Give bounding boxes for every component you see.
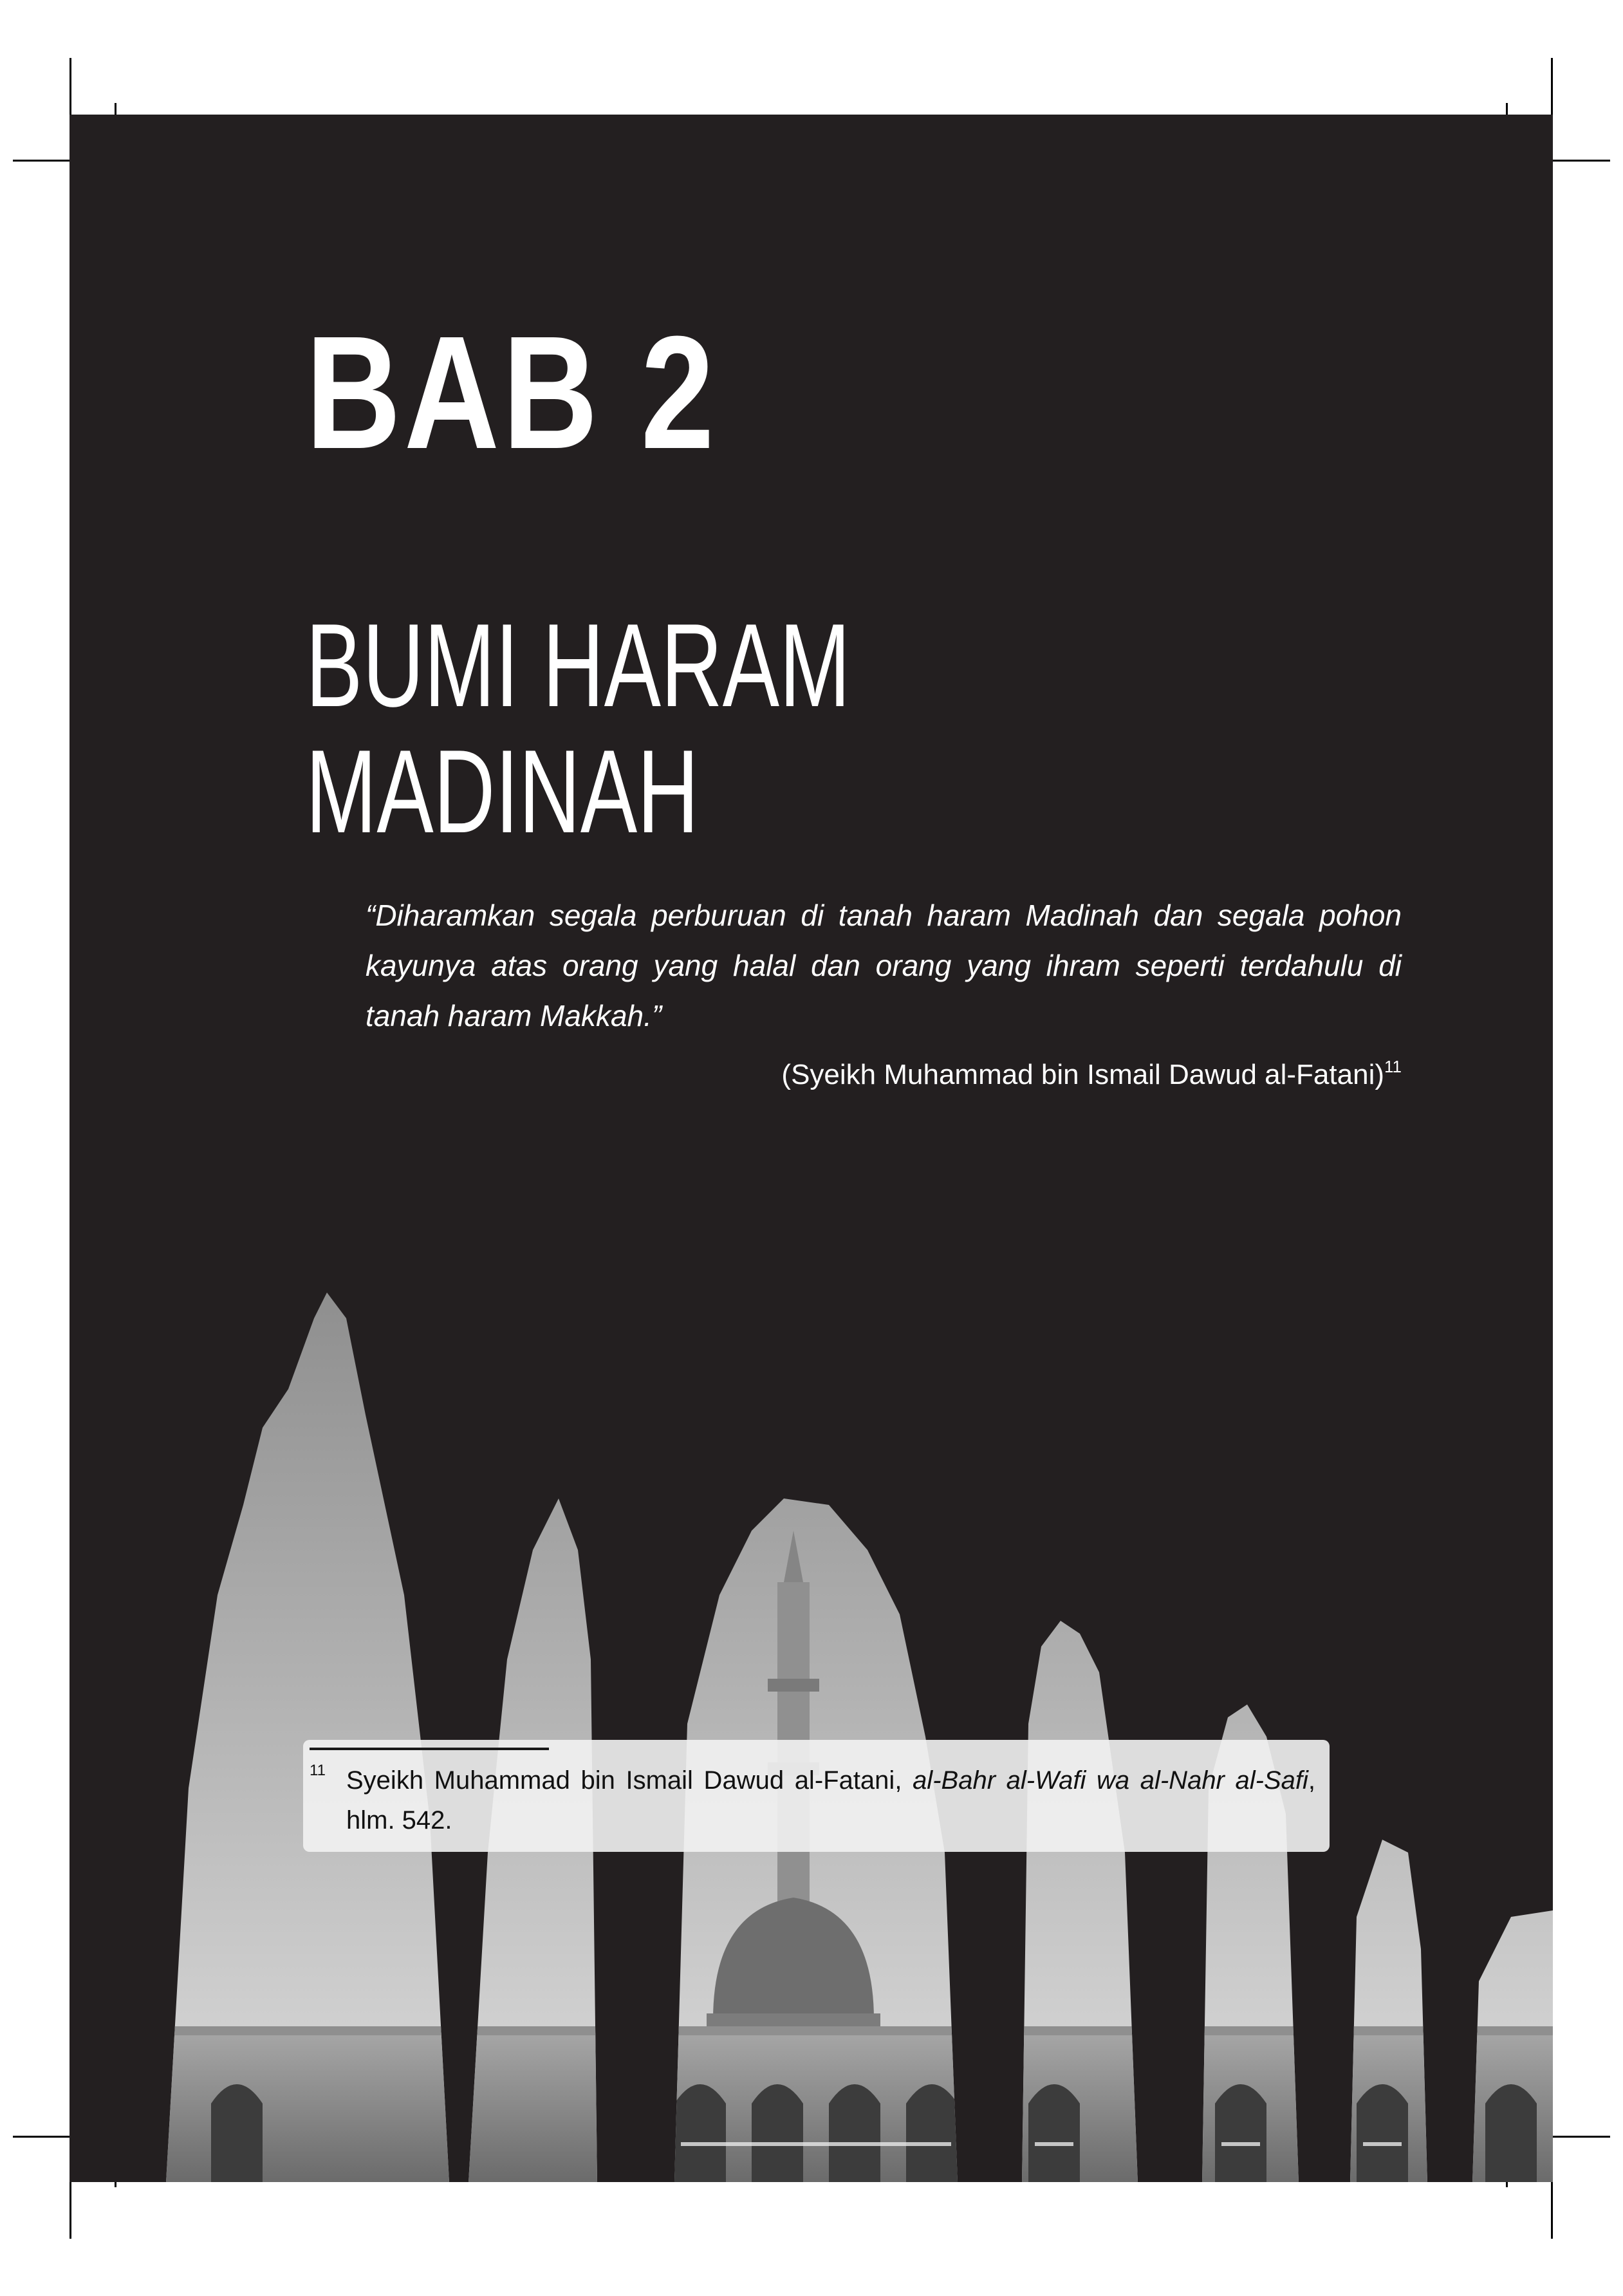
chapter-number: BAB 2 xyxy=(306,303,718,482)
attribution-text: (Syeikh Muhammad bin Ismail Dawud al-Fatani) xyxy=(781,1059,1384,1090)
footnote-marker: 11 xyxy=(310,1762,326,1779)
footnote-author: Syeikh Muhammad bin Ismail Dawud al-Fatani, xyxy=(346,1766,913,1795)
crop-mark xyxy=(70,58,71,115)
chapter-title-line: MADINAH xyxy=(306,725,699,857)
crop-mark xyxy=(70,2182,71,2239)
footnote-book-title: al-Bahr al-Wafi wa al-Nahr al-Safi xyxy=(913,1766,1308,1795)
footnote-page: , hlm. 542. xyxy=(346,1766,1316,1834)
footnote-divider xyxy=(310,1748,549,1750)
crop-mark xyxy=(1551,2182,1553,2239)
footnote-reference: 11 xyxy=(1384,1057,1402,1076)
chapter-title xyxy=(306,599,851,857)
chapter-opening-page xyxy=(70,115,1553,2182)
crop-mark xyxy=(1551,58,1553,115)
chapter-title-line: BUMI HARAM xyxy=(306,599,851,731)
footnote-text xyxy=(346,1760,1315,1840)
mosque-silhouette-photo xyxy=(70,115,1553,2182)
epigraph-attribution xyxy=(781,1056,1402,1094)
epigraph-quote: “Diharamkan segala perburuan di tanah haram Madinah dan segala pohon kayunya atas orang yang halal dan orang yang ihram seperti terdahulu di tanah haram Makkah.” xyxy=(366,899,1402,1032)
footnote xyxy=(303,1740,1330,1852)
